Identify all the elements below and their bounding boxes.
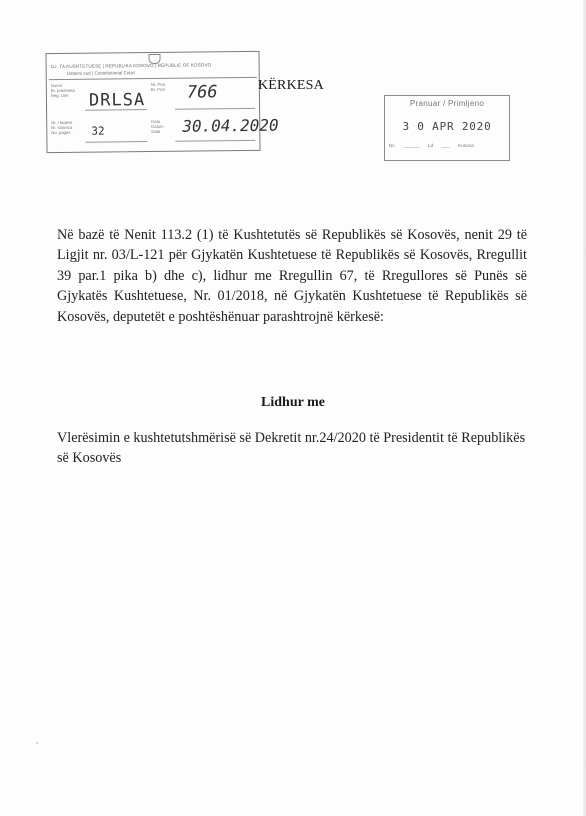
stamp-label-code: Numri Br. predmeta Reg. Unit (50, 82, 75, 99)
stamp-divider (49, 77, 257, 80)
registration-stamp (45, 51, 279, 153)
handwritten-date: 30.04.2020 (182, 115, 279, 136)
stamp-underline (175, 140, 255, 142)
request-subject: Vlerësimin e kushtetutshmërisë së Dekretit nr.24/2020 të Presidentit të Republikës së Kosovës (57, 430, 526, 467)
received-stamp-date: 3 0 APR 2020 (402, 120, 492, 133)
received-stamp (384, 95, 510, 161)
handwritten-protocol-number: 766 (186, 82, 218, 103)
stamp-header-line2: Ustavni sud | Constitutional Court (66, 70, 135, 76)
handwritten-case-code: DRLSA (88, 90, 146, 111)
stamp-label-pages: Nr. i faqeve Br. stranica No. pages (51, 119, 73, 136)
section-subheading: Lidhur me (261, 395, 325, 410)
document-title: KËRKESA (258, 78, 324, 93)
stamp-underline (175, 108, 255, 110)
stamp-label-date: Data Datum Date (151, 118, 164, 135)
handwritten-page-count: 32 (91, 124, 105, 138)
request-body-paragraph: Në bazë të Nenit 113.2 (1) të Kushtetutës së Republikës së Kosovës, nenit 29 të Ligjit nr. 03/L-121 për Gjykatën Kushtetuese të Republikës së Kosovës, Rregullit 39 par.1 pika b) dhe c), lidhur me Rregullin 67, të Rregullores së Punës së Gjykatës Kushtetuese, Nr. 01/2018, në Gjykatën Kushtetuese të Republikës së Kosovës, deputetët e poshtëshënuar parashtrojnë kërkesë: (57, 227, 527, 325)
stamp-header-line1: GJ. TA KUSHTETUESE | REPUBLIKA KOSOVO | REPUBLIC OF KOSOVO (50, 62, 212, 70)
stamp-underline (85, 109, 147, 111)
stamp-underline (85, 141, 147, 143)
received-stamp-footer: Nr. ______ Ld ___ Kosova (389, 144, 474, 149)
stamp-label-no: Nr. Prot Br. Prot (150, 81, 166, 93)
scan-speck (36, 742, 38, 744)
received-stamp-title: Pranuar / Primljeno (409, 99, 485, 108)
